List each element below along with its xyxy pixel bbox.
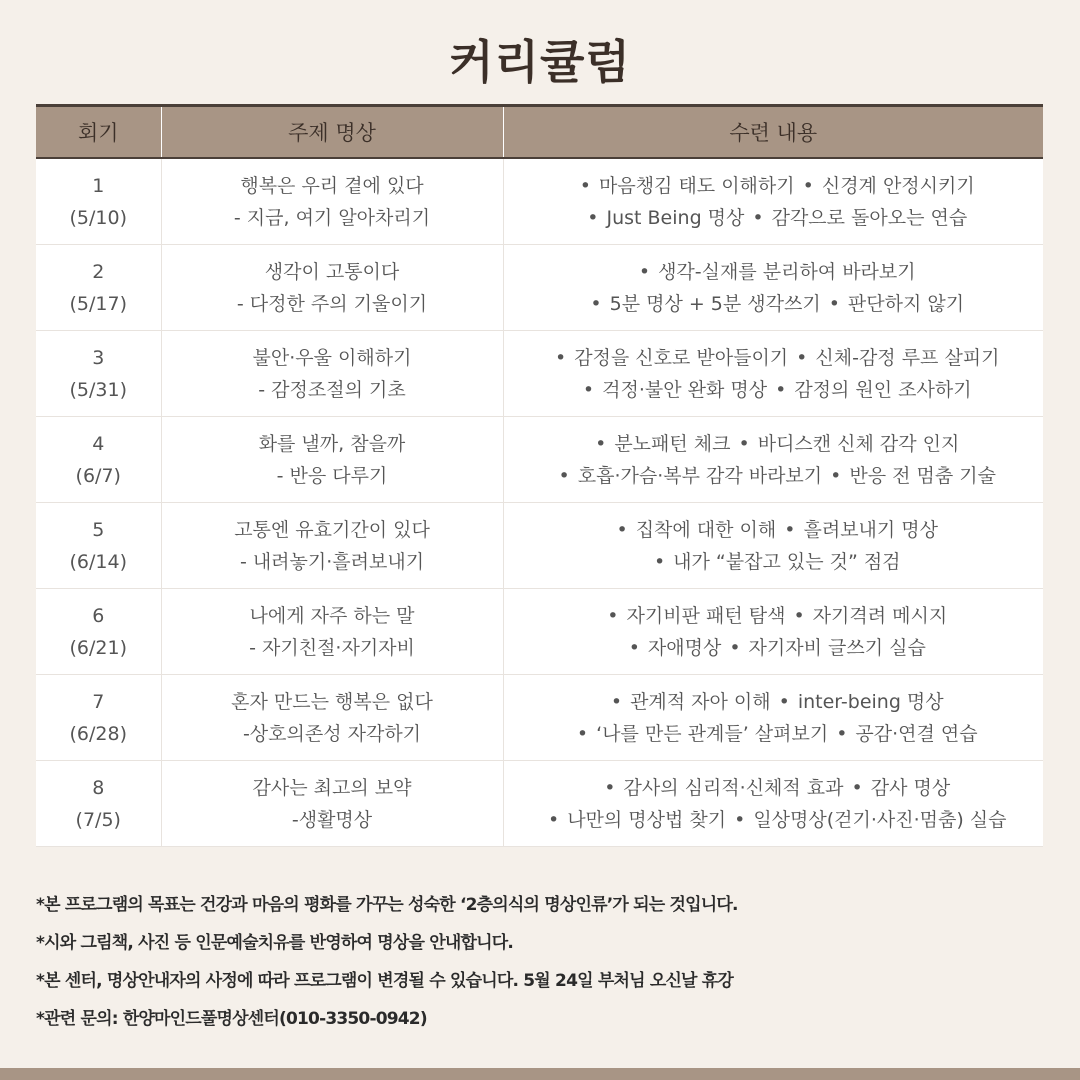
session-cell: [36, 417, 161, 503]
bullet-icon: •: [610, 690, 623, 713]
session-cell: [36, 675, 161, 761]
bullet-icon: •: [734, 808, 746, 831]
page-title: 커리큘럼: [449, 35, 631, 89]
topic-subtitle: - 자기친절·자기자비: [249, 636, 415, 659]
content-item: inter-being 명상: [797, 690, 944, 713]
bullet-icon: •: [738, 432, 750, 455]
bullet-icon: •: [576, 722, 589, 745]
session-date: (7/5): [75, 808, 121, 831]
session-number: 7: [92, 690, 105, 713]
bullet-icon: •: [607, 604, 619, 627]
notes: [36, 886, 1046, 1038]
session-number: 6: [92, 604, 105, 627]
content-item: 자기격려 메시지: [812, 604, 948, 627]
content-line: [504, 546, 1044, 578]
topic-title: 행복은 우리 곁에 있다: [240, 174, 424, 197]
content-item: 감각으로 돌아오는 연습: [771, 206, 968, 229]
content-line: [504, 686, 1044, 718]
note-change: *본 센터, 명상안내자의 사정에 따라 프로그램이 변경될 수 있습니다. 5월 24일 부처님 오신날 휴강: [36, 971, 734, 991]
topic-cell: [161, 245, 503, 331]
session-cell: [36, 589, 161, 675]
content-item: 반응 전 멈춤 기술: [849, 464, 996, 487]
note-contact: *관련 문의: 한양마인드풀명상센터(010-3350-0942): [36, 1009, 427, 1029]
table-row: [36, 331, 1043, 417]
topic-subtitle: - 내려놓기·흘려보내기: [239, 550, 425, 573]
table-row: [36, 503, 1043, 589]
bullet-icon: •: [582, 378, 595, 401]
topic-title: 혼자 만드는 행복은 없다: [231, 690, 433, 713]
topic-cell: [161, 589, 503, 675]
session-number: 1: [92, 174, 105, 197]
content-cell: [503, 158, 1043, 245]
session-date: (5/17): [69, 292, 127, 315]
bullet-icon: •: [587, 206, 599, 229]
topic-cell: [161, 331, 503, 417]
topic-subtitle: - 감정조절의 기초: [258, 378, 406, 401]
content-item: 걱정·불안 완화 명상: [602, 378, 768, 401]
content-item: 일상명상(걷기·사진·멈춤) 실습: [753, 808, 1007, 831]
bullet-icon: •: [796, 346, 808, 369]
content-line: [504, 202, 1044, 234]
topic-title: 고통엔 유효기간이 있다: [234, 518, 430, 541]
session-cell: [36, 158, 161, 245]
session-date: (6/14): [69, 550, 127, 573]
content-item: 관계적 자아 이해: [630, 690, 771, 713]
content-item: 신경계 안정시키기: [821, 174, 975, 197]
topic-cell: [161, 761, 503, 847]
bullet-icon: •: [547, 808, 560, 831]
content-cell: [503, 589, 1043, 675]
bullet-icon: •: [836, 722, 848, 745]
bullet-icon: •: [616, 518, 628, 541]
bullet-icon: •: [554, 346, 567, 369]
header-session: 회기: [36, 106, 161, 159]
content-item: 분노패턴 체크: [614, 432, 731, 455]
topic-subtitle: - 다정한 주의 기울이기: [236, 292, 428, 315]
session-number: 4: [92, 432, 105, 455]
content-line: [504, 374, 1044, 406]
content-line: [504, 600, 1044, 632]
bullet-icon: •: [729, 636, 741, 659]
session-date: (5/10): [69, 206, 127, 229]
content-item: 흘려보내기 명상: [803, 518, 939, 541]
content-line: [504, 256, 1044, 288]
bullet-icon: •: [604, 776, 616, 799]
bullet-icon: •: [775, 378, 787, 401]
content-cell: [503, 417, 1043, 503]
session-number: 8: [92, 776, 105, 799]
note-goal: *본 프로그램의 목표는 건강과 마음의 평화를 가꾸는 성숙한 ‘2층의식의 명상인류’가 되는 것입니다.: [36, 895, 738, 915]
content-item: 나만의 명상법 찾기: [567, 808, 727, 831]
session-cell: [36, 761, 161, 847]
note-guide: *시와 그림책, 사진 등 인문예술치유를 반영하여 명상을 안내합니다.: [36, 933, 514, 953]
bullet-icon: •: [595, 432, 607, 455]
content-item: 자기자비 글쓰기 실습: [748, 636, 926, 659]
content-item: 내가 “붙잡고 있는 것” 점검: [673, 550, 901, 573]
topic-subtitle: - 지금, 여기 알아차리기: [233, 206, 431, 229]
content-line: [504, 428, 1044, 460]
content-item: 감사의 심리적·신체적 효과: [623, 776, 844, 799]
content-line: [504, 514, 1044, 546]
content-item: 감사 명상: [870, 776, 951, 799]
session-date: (6/21): [69, 636, 127, 659]
content-line: [504, 804, 1044, 836]
content-item: 집착에 대한 이해: [635, 518, 777, 541]
content-item: Just Being 명상: [606, 206, 745, 229]
content-cell: [503, 503, 1043, 589]
topic-title: 나에게 자주 하는 말: [249, 604, 415, 627]
table-row: [36, 245, 1043, 331]
topic-cell: [161, 503, 503, 589]
bullet-icon: •: [579, 174, 591, 197]
topic-title: 감사는 최고의 보약: [252, 776, 412, 799]
content-line: [504, 632, 1044, 664]
content-item: 자애명상: [647, 636, 722, 659]
content-line: [504, 288, 1044, 320]
content-line: [504, 460, 1044, 492]
bullet-icon: •: [752, 206, 764, 229]
session-number: 3: [92, 346, 105, 369]
bullet-icon: •: [802, 174, 814, 197]
topic-title: 화를 낼까, 참을까: [258, 432, 406, 455]
table-header-row: [36, 106, 1043, 159]
table-row: [36, 675, 1043, 761]
bullet-icon: •: [793, 604, 805, 627]
session-date: (6/28): [69, 722, 127, 745]
content-line: [504, 342, 1044, 374]
bullet-icon: •: [638, 260, 651, 283]
content-item: 공감·연결 연습: [855, 722, 978, 745]
bullet-icon: •: [590, 292, 602, 315]
topic-subtitle: -상호의존성 자각하기: [242, 722, 422, 745]
bullet-icon: •: [851, 776, 863, 799]
session-cell: [36, 503, 161, 589]
content-item: 바디스캔 신체 감각 인지: [757, 432, 960, 455]
topic-subtitle: -생활명상: [291, 808, 373, 831]
topic-cell: [161, 675, 503, 761]
bullet-icon: •: [784, 518, 796, 541]
content-line: [504, 772, 1044, 804]
bullet-icon: •: [558, 464, 570, 487]
content-line: [504, 718, 1044, 750]
bullet-icon: •: [653, 550, 666, 573]
content-item: 호흡·가슴·복부 감각 바라보기: [577, 464, 823, 487]
bottom-bar: [0, 1068, 1080, 1080]
content-cell: [503, 761, 1043, 847]
content-item: 자기비판 패턴 탐색: [626, 604, 786, 627]
topic-subtitle: - 반응 다루기: [276, 464, 388, 487]
content-item: 판단하지 않기: [847, 292, 965, 315]
session-cell: [36, 331, 161, 417]
content-item: 생각-실재를 분리하여 바라보기: [658, 260, 916, 283]
table-row: [36, 589, 1043, 675]
topic-cell: [161, 417, 503, 503]
table-row: [36, 158, 1043, 245]
content-cell: [503, 331, 1043, 417]
content-item: 신체-감정 루프 살피기: [815, 346, 1000, 369]
content-item: ‘나를 만든 관계들’ 살펴보기: [596, 722, 829, 745]
topic-cell: [161, 158, 503, 245]
header-content: 수련 내용: [503, 106, 1043, 159]
bullet-icon: •: [830, 464, 842, 487]
session-date: (5/31): [69, 378, 127, 401]
topic-title: 생각이 고통이다: [264, 260, 400, 283]
content-cell: [503, 675, 1043, 761]
table-row: [36, 417, 1043, 503]
bullet-icon: •: [828, 292, 840, 315]
header-topic: 주제 명상: [161, 106, 503, 159]
content-cell: [503, 245, 1043, 331]
session-date: (6/7): [75, 464, 121, 487]
session-number: 2: [92, 260, 105, 283]
session-cell: [36, 245, 161, 331]
bullet-icon: •: [628, 636, 640, 659]
content-item: 감정의 원인 조사하기: [794, 378, 972, 401]
content-item: 감정을 신호로 받아들이기: [574, 346, 789, 369]
topic-title: 불안·우울 이해하기: [252, 346, 412, 369]
curriculum-table: [36, 104, 1043, 847]
content-item: 마음챙김 태도 이해하기: [599, 174, 795, 197]
bullet-icon: •: [778, 690, 790, 713]
table-row: [36, 761, 1043, 847]
content-line: [504, 170, 1044, 202]
content-item: 5분 명상 + 5분 생각쓰기: [609, 292, 821, 315]
session-number: 5: [92, 518, 105, 541]
